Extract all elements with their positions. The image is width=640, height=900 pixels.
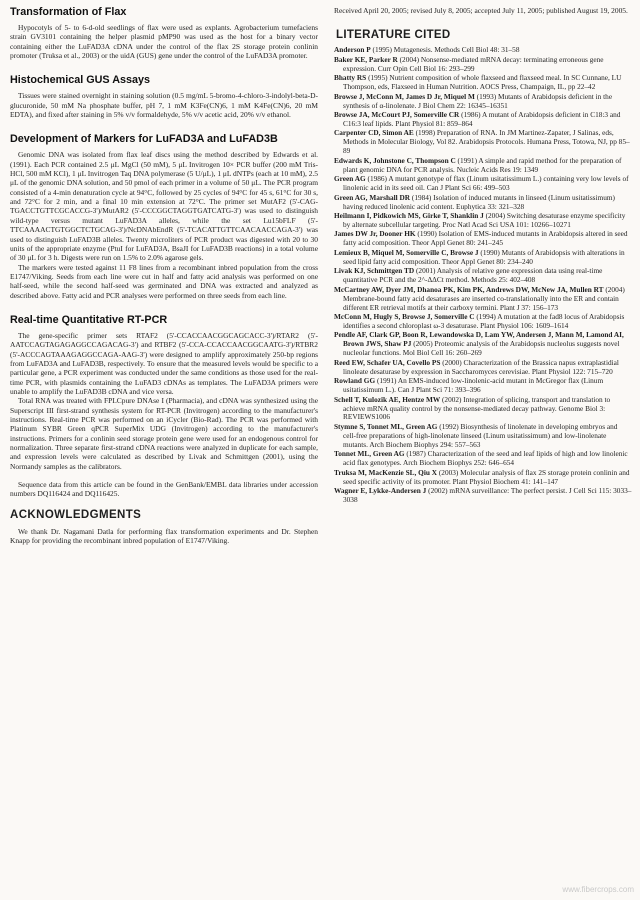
reference-item — [334, 313, 632, 331]
reference-item — [334, 230, 632, 248]
reference-authors: Truksa M, MacKenzie SL, Qiu X — [334, 467, 438, 477]
reference-authors: Wagner E, Lykke-Andersen J — [334, 486, 427, 496]
reference-authors: Rowland GG — [334, 376, 376, 386]
reference-text: (2002) Integration of splicing, transport and translation to achieve mRNA quality control by the nonsense-mediated decay pathway. Genome Biol 3: REVIEWS1006 — [343, 394, 611, 422]
section-gus-assays — [10, 74, 318, 119]
reference-authors: Carpenter CD, Simon AE — [334, 128, 414, 138]
acknowledgments-paragraph: We thank Dr. Nagamani Datla for performing flax transformation experiments and Dr. Stephen Knapp for providing the recombinant inbred population of E1747/Viking. — [10, 526, 318, 546]
reference-item — [334, 194, 632, 212]
reference-text: (1986) A mutant genotype of flax (Linum usitatissimum L.) containing very low levels of linolenic acid in its seed oil. Can J Plant Sci 66: 499–503 — [343, 174, 629, 193]
reference-authors: Reed EW, Schafer UA, Covello PS — [334, 357, 441, 367]
reference-text: (1993) Mutants of Arabidopsis deficient in the synthesis of α-linolenate. J Biol Chem 22: 16345–16351 — [343, 91, 613, 110]
received-dates: Received April 20, 2005; revised July 8, 2005; accepted July 11, 2005; published August 19, 2005. — [334, 6, 628, 15]
reference-authors: McConn M, Hugly S, Browse J, Somerville C — [334, 311, 475, 321]
reference-item — [334, 267, 632, 285]
reference-text: (1995) Mutagenesis. Methods Cell Biol 48: 31–58 — [372, 45, 520, 55]
paragraph: Tissues were stained overnight in staining solution (0.5 mg/mL 5-bromo-4-chloro-3-indolyl-beta-D-glucuronide, 50 mM Na phosphate buffer, pH 7, 1 mM K3Fe(CN)6, 1 mM K4Fe(CN)6, 20 mM EDTA), and fixed after staining in 5% v/v formaldehyde, 5% v/v acetic acid, 20% v/v ethanol. — [10, 91, 318, 120]
reference-text: (2005) Proteomic analysis of the Arabidopsis nucleolus suggests novel nucleolar functions. Mol Biol Cell 16: 260–269 — [343, 339, 620, 358]
paragraph: Genomic DNA was isolated from flax leaf discs using the method described by Edwards et al. (1991). Each PCR contained 2.5 μL MgCl (50 mM), 5 μL Invitrogen 10× PCR buffer (200 mM Tris-HCl, 500 mM KCl), 1 μL Invitrogen Taq DNA polymerase (5 U/μL), 1 μL dNTPs (each at 10 mM), 2.5 μL of the genomic DNA solution, and 50 pmol of each primer in a volume of 50 μL. The PCR program consisted of a 4-min denaturation cycle at 94°C, followed by 25 cycles of 94°C for 45 s, 61°C for 30 s, and 72°C for 2 min, and a final 10 min extension at 72°C. The primer set MutAF2 (5'-CAG-TGACCTGTTCGCACCG-3')/MutAR2 (5'-CCCGGCTAGGTGATCATG-3') was used to distinguish wild-type versus mutant LuFAD3A alleles, while the set Lu15bFLF (5'-TTCAAAACTGTGGCTCTGCAG-3')/NcDNAbEndR (5'-TCACATTGTTCAACAACCAGA-3') was used to distinguish LuFAD3B alleles. Twenty microliters of PCR product was digested with 20 to 30 units of the appropriate enzyme (PtuI for LuFAD3A, BsaJI for LuFAD3B reactions) in a total volume of 30 μL for 3 h. Digests were run on 1.5% to 2.0% agarose gels. — [10, 150, 318, 263]
left-column — [10, 6, 318, 545]
reference-authors: Livak KJ, Schmittgen TD — [334, 266, 415, 276]
reference-text: (1991) An EMS-induced low-linolenic-acid mutant in McGregor flax (Linum usitatissimum L.). Can J Plant Sci 71: 393–396 — [343, 376, 604, 395]
reference-item — [334, 249, 632, 267]
reference-item — [334, 175, 632, 193]
reference-authors: Green AG, Marshall DR — [334, 192, 411, 202]
acknowledgments-heading: ACKNOWLEDGMENTS — [10, 508, 142, 521]
reference-item — [334, 74, 632, 92]
reference-text: (2003) Molecular analysis of flax 2S storage protein conlinin and seed specific activity of its promoter. Plant Physiol Biochem 41: 141–147 — [343, 467, 630, 486]
reference-item — [334, 359, 632, 377]
reference-item — [334, 286, 632, 313]
reference-item — [334, 450, 632, 468]
section-heading: Real-time Quantitative RT-PCR — [10, 313, 168, 326]
reference-authors: Green AG — [334, 174, 366, 184]
reference-list — [334, 46, 632, 505]
section-markers — [10, 133, 318, 300]
section-heading: Development of Markers for LuFAD3A and LuFAD3B — [10, 133, 278, 146]
reference-item — [334, 396, 632, 423]
reference-item — [334, 157, 632, 175]
reference-text: (1995) Nutrient composition of whole flaxseed and flaxseed meal. In SC Cunnane, LU Thompson, eds, Flaxseed in Human Nutrition. AOCS Press, Champaign, IL, pp 22–42 — [343, 73, 622, 92]
watermark: www.fibercrops.com — [562, 885, 634, 894]
reference-text: (2004) Switching desaturase enzyme specificity by alternate subcellular targeting. Proc Natl Acad Sci USA 101: 10266–10271 — [343, 211, 626, 229]
reference-authors: Browse J, McConn M, James D Jr, Miquel M — [334, 91, 475, 101]
paragraph: The gene-specific primer sets RTAF2 (5'-CCACCAACGGCAGCACC-3')/RTAR2 (5'-AATCCAGTAGAGAGGCCAGACAG-3') and RTBF2 (5'-CCA-CCACCAACGGCAATG-3')/RTBR2 (5'-ACCCAGTAAAGAGGCCAGA-AAG-3') were designed to amplify approximately 250-bp regions from LuFAD3A and LuFAD3B, respectively. To ensure that the measured levels would be specific to a particular gene, a PCR experiment was conducted under the same conditions as those used for the real-time PCR, with plasmids containing the LuFAD3 cDNAs as templates. The LuFAD3A primers were unable to amplify the LuFAD3B cDNA and vice versa. — [10, 330, 318, 396]
reference-item — [334, 423, 632, 450]
reference-text: (1986) A mutant of Arabidopsis deficient in C18:3 and C16:3 leaf lipids. Plant Physiol 81: 859–864 — [343, 110, 621, 128]
paragraph: Sequence data from this article can be found in the GenBank/EMBL data libraries under accession numbers DQ116424 and DQ116425. — [10, 480, 318, 499]
reference-text: (1994) A mutation at the fad8 locus of Arabidopsis identifies a second chloroplast ω-3 desaturase. Plant Physiol 106: 1609–1614 — [343, 311, 625, 330]
reference-item — [334, 212, 632, 230]
section-rt-pcr — [10, 314, 318, 499]
reference-authors: Stymne S, Tonnet ML, Green AG — [334, 421, 438, 431]
reference-authors: Heilmann I, Pidkowich MS, Girke T, Shanklin J — [334, 211, 484, 220]
reference-authors: Anderson P — [334, 45, 371, 55]
reference-item — [334, 56, 632, 74]
reference-authors: Baker KE, Parker R — [334, 54, 398, 64]
reference-item — [334, 487, 632, 505]
reference-item — [334, 331, 632, 358]
reference-authors: Bhatty RS — [334, 73, 367, 83]
reference-item — [334, 469, 632, 487]
reference-text: (1998) Preparation of RNA. In JM Martinez-Zapater, J Salinas, eds, Methods in Molecular Biology, Vol 82. Arabidopsis Protocols. Humana Press, Totowa, NJ, pp 85–89 — [343, 128, 630, 156]
section-heading: Transformation of Flax — [10, 6, 127, 18]
reference-text: (1990) Mutants of Arabidopsis with alterations in seed lipid fatty acid composition. Theor Appl Genet 80: 234–240 — [343, 247, 625, 266]
reference-item — [334, 377, 632, 395]
section-heading: Histochemical GUS Assays — [10, 74, 151, 87]
paragraph: Total RNA was treated with FPLCpure DNAse I (Pharmacia), and cDNA was synthesized using the Superscript III first-strand synthesis system for RT-PCR (Invitrogen) according to the manufacturer's instructions. Real-time PCR was performed on an iCycler (Bio-Rad). The PCR was performed with Platinum SYBR Green qPCR SuperMix UDG (Invitrogen) according to the manufacturer's instructions. Primers for a conlinin seed storage protein gene were used for an endogenous control for normalization. Three separate first-strand cDNA reactions were analyzed in duplicate for each sample, and expression levels were calculated as described by Livak and Schmittgen (2001), using the Normandy samples as the calibrators. — [10, 396, 318, 471]
reference-authors: Pendle AF, Clark GP, Boon R, Lewandowska D, Lam YW, Andersen J, Mann M, Lamond AI, Brown JWS, Shaw PJ — [334, 330, 624, 349]
paragraph: The markers were tested against 11 F8 lines from a recombinant inbred population from the cross E1747/Viking. Seeds from each line were cut in half and fatty acid analysis was performed on one half-seed, while the second half-seed was germinated and DNA was extracted and analyzed as described above. Fatty acid and PCR analyses were performed on three seeds from each line. — [10, 262, 318, 300]
reference-authors: Tonnet ML, Green AG — [334, 449, 405, 459]
reference-text: (2004) Membrane-bound fatty acid desaturases are inserted co-translationally into the ER and contain different ER retrieval motifs at their carboxy termini. Plant J 37: 156–173 — [343, 284, 625, 312]
literature-cited-heading: LITERATURE CITED — [336, 29, 451, 42]
reference-text: (1990) Isolation of EMS-induced mutants in Arabidopsis altered in seed fatty acid composition. Theor Appl Genet 80: 241–245 — [343, 229, 628, 248]
reference-text: (2004) Nonsense-mediated mRNA decay: terminating erroneous gene expression. Curr Opin Cell Biol 16: 293–299 — [343, 54, 604, 73]
right-column — [334, 6, 632, 506]
reference-authors: Browse JA, McCourt PJ, Somerville CR — [334, 110, 460, 120]
reference-text: (1991) A simple and rapid method for the preparation of plant genomic DNA for PCR analysis. Nucleic Acids Res 19: 1349 — [343, 155, 622, 174]
reference-text: (2000) Characterization of the Brassica napus extraplastidial linoleate desaturase by expression in Saccharomyces cerevisiae. Plant Physiol 122: 715–720 — [343, 357, 619, 376]
reference-text: (1984) Isolation of induced mutants in linseed (Linum usitatissimum) having reduced linolenic acid content. Euphytica 33: 321–328 — [343, 192, 615, 211]
reference-text: (2001) Analysis of relative gene expression data using real-time quantitative PCR and the 2^-ΔΔCt method. Methods 25: 402–408 — [343, 266, 603, 285]
reference-item — [334, 111, 632, 129]
reference-item — [334, 93, 632, 111]
reference-authors: Schell T, Kulozik AE, Hentze MW — [334, 394, 441, 404]
reference-text: (1987) Characterization of the seed and leaf lipids of high and low linolenic acid flax genotypes. Arch Biochem Biophys 252: 646–654 — [343, 449, 628, 468]
reference-item — [334, 129, 632, 156]
reference-authors: Edwards K, Johnstone C, Thompson C — [334, 155, 456, 165]
reference-authors: James DW Jr, Dooner HK — [334, 229, 416, 239]
section-transformation — [10, 6, 318, 60]
reference-text: (2002) mRNA surveillance: The perfect persist. J Cell Sci 115: 3033–3038 — [343, 486, 632, 505]
paragraph: Hypocotyls of 5- to 6-d-old seedlings of flax were used as explants. Agrobacterium tumefaciens strain GV3101 containing the helper plasmid pMP90 was used as the host for a binary vector containing either the LuFAD3A cDNA under the control of the flax 2S storage protein conlinin promoter (Truksa et al., 2003) or the uidA (GUS) gene under the control of the LuFAD3A promoter. — [10, 23, 318, 61]
reference-authors: McCartney AW, Dyer JM, Dhanoa PK, Kim PK, Andrews DW, McNew JA, Mullen RT — [334, 284, 604, 294]
reference-text: (1992) Biosynthesis of linolenate in developing embryos and cell-free preparations of high-linolenate linseed (Linum usitatissimum) and low-linolenate mutants. Arch Biochem Biophys 294: 557–563 — [343, 421, 618, 449]
reference-authors: Lemieux B, Miquel M, Somerville C, Browse J — [334, 247, 479, 257]
